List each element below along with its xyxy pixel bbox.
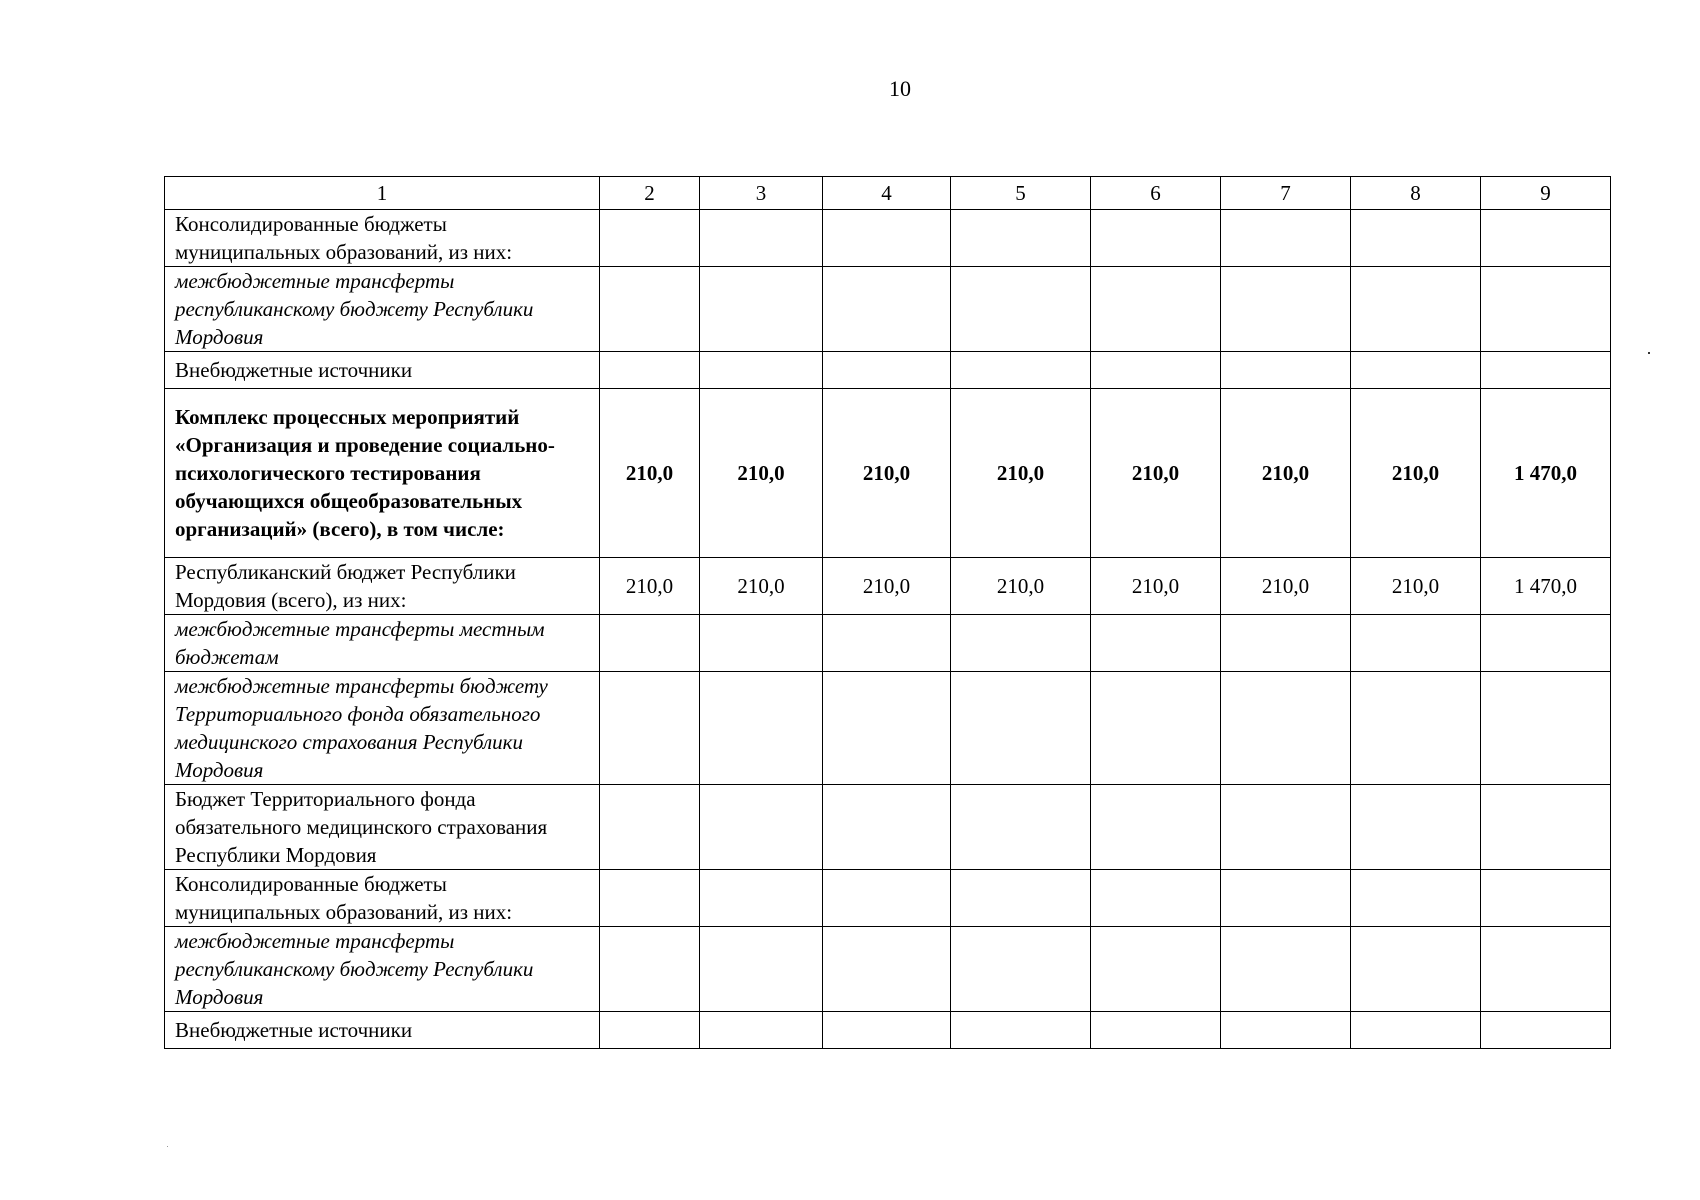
value-cell bbox=[823, 352, 951, 389]
value-cell bbox=[1481, 785, 1611, 870]
value-cell: 210,0 bbox=[600, 389, 700, 558]
value-cell bbox=[1351, 1012, 1481, 1049]
value-cell bbox=[951, 1012, 1091, 1049]
value-cell bbox=[1351, 927, 1481, 1012]
value-cell bbox=[700, 615, 823, 672]
value-cell bbox=[823, 267, 951, 352]
header-cell: 9 bbox=[1481, 177, 1611, 210]
value-cell bbox=[700, 672, 823, 785]
value-cell bbox=[1481, 352, 1611, 389]
value-cell bbox=[823, 615, 951, 672]
value-cell bbox=[951, 672, 1091, 785]
value-cell bbox=[600, 870, 700, 927]
value-cell: 210,0 bbox=[1221, 558, 1351, 615]
scan-speck bbox=[1648, 352, 1650, 354]
table-body bbox=[165, 177, 1611, 1049]
value-cell: 1 470,0 bbox=[1481, 389, 1611, 558]
header-cell: 8 bbox=[1351, 177, 1481, 210]
value-cell bbox=[1091, 927, 1221, 1012]
table-row bbox=[165, 210, 1611, 267]
header-cell: 5 bbox=[951, 177, 1091, 210]
value-cell bbox=[1221, 672, 1351, 785]
value-cell bbox=[823, 785, 951, 870]
value-cell bbox=[1091, 870, 1221, 927]
value-cell: 210,0 bbox=[600, 558, 700, 615]
value-cell bbox=[700, 785, 823, 870]
value-cell bbox=[600, 785, 700, 870]
row-label: межбюджетные трансферты республиканскому бюджету Республики Мордовия bbox=[165, 267, 600, 352]
value-cell bbox=[1221, 210, 1351, 267]
value-cell bbox=[1481, 672, 1611, 785]
value-cell bbox=[1091, 267, 1221, 352]
table-row bbox=[165, 870, 1611, 927]
value-cell bbox=[823, 210, 951, 267]
value-cell bbox=[1351, 615, 1481, 672]
header-cell: 4 bbox=[823, 177, 951, 210]
value-cell bbox=[1351, 785, 1481, 870]
value-cell: 210,0 bbox=[1091, 389, 1221, 558]
row-label: Комплекс процессных мероприятий «Организация и проведение социально-психологического тестирования обучающихся общеобразовательных организаций» (всего), в том числе: bbox=[165, 389, 600, 558]
value-cell bbox=[600, 267, 700, 352]
value-cell bbox=[951, 615, 1091, 672]
value-cell: 210,0 bbox=[700, 558, 823, 615]
value-cell: 210,0 bbox=[951, 558, 1091, 615]
value-cell bbox=[700, 352, 823, 389]
value-cell bbox=[951, 210, 1091, 267]
value-cell bbox=[600, 672, 700, 785]
scan-speck bbox=[167, 1146, 168, 1147]
header-cell: 2 bbox=[600, 177, 700, 210]
budget-table bbox=[164, 176, 1611, 1049]
value-cell bbox=[700, 210, 823, 267]
value-cell bbox=[700, 870, 823, 927]
value-cell bbox=[1481, 870, 1611, 927]
table-row bbox=[165, 352, 1611, 389]
value-cell bbox=[700, 267, 823, 352]
value-cell: 210,0 bbox=[823, 558, 951, 615]
value-cell: 210,0 bbox=[951, 389, 1091, 558]
header-cell: 6 bbox=[1091, 177, 1221, 210]
value-cell bbox=[1091, 615, 1221, 672]
value-cell: 210,0 bbox=[1351, 558, 1481, 615]
value-cell bbox=[1221, 615, 1351, 672]
value-cell bbox=[1091, 672, 1221, 785]
value-cell bbox=[1221, 1012, 1351, 1049]
header-cell: 3 bbox=[700, 177, 823, 210]
value-cell bbox=[700, 1012, 823, 1049]
value-cell bbox=[1221, 267, 1351, 352]
table-row bbox=[165, 785, 1611, 870]
row-label: межбюджетные трансферты местным бюджетам bbox=[165, 615, 600, 672]
table-row bbox=[165, 615, 1611, 672]
page-number: 10 bbox=[889, 76, 911, 101]
table-row bbox=[165, 672, 1611, 785]
table-header-row bbox=[165, 177, 1611, 210]
value-cell bbox=[951, 267, 1091, 352]
table-row bbox=[165, 558, 1611, 615]
value-cell bbox=[1221, 352, 1351, 389]
value-cell bbox=[1221, 927, 1351, 1012]
value-cell bbox=[1481, 1012, 1611, 1049]
value-cell: 210,0 bbox=[1091, 558, 1221, 615]
row-label: Консолидированные бюджеты муниципальных образований, из них: bbox=[165, 210, 600, 267]
table-row bbox=[165, 927, 1611, 1012]
value-cell bbox=[1091, 210, 1221, 267]
row-label: межбюджетные трансферты бюджету Территориального фонда обязательного медицинского страхования Республики Мордовия bbox=[165, 672, 600, 785]
row-label: межбюджетные трансферты республиканскому бюджету Республики Мордовия bbox=[165, 927, 600, 1012]
value-cell bbox=[951, 785, 1091, 870]
value-cell bbox=[1221, 870, 1351, 927]
value-cell bbox=[1481, 267, 1611, 352]
table-row bbox=[165, 267, 1611, 352]
row-label: Консолидированные бюджеты муниципальных образований, из них: bbox=[165, 870, 600, 927]
value-cell bbox=[700, 927, 823, 1012]
row-label: Бюджет Территориального фонда обязательного медицинского страхования Республики Мордовия bbox=[165, 785, 600, 870]
row-label: Внебюджетные источники bbox=[165, 352, 600, 389]
value-cell bbox=[1351, 870, 1481, 927]
value-cell bbox=[1481, 615, 1611, 672]
value-cell bbox=[823, 870, 951, 927]
value-cell bbox=[600, 927, 700, 1012]
value-cell bbox=[1351, 352, 1481, 389]
table-row bbox=[165, 389, 1611, 558]
value-cell bbox=[1351, 672, 1481, 785]
value-cell bbox=[951, 927, 1091, 1012]
table-row bbox=[165, 1012, 1611, 1049]
value-cell bbox=[600, 210, 700, 267]
value-cell bbox=[1351, 267, 1481, 352]
value-cell: 210,0 bbox=[1351, 389, 1481, 558]
value-cell: 1 470,0 bbox=[1481, 558, 1611, 615]
value-cell bbox=[1091, 1012, 1221, 1049]
value-cell bbox=[823, 927, 951, 1012]
value-cell bbox=[600, 352, 700, 389]
value-cell bbox=[600, 615, 700, 672]
value-cell bbox=[1481, 927, 1611, 1012]
value-cell: 210,0 bbox=[1221, 389, 1351, 558]
value-cell bbox=[1221, 785, 1351, 870]
value-cell bbox=[1091, 352, 1221, 389]
value-cell bbox=[823, 672, 951, 785]
value-cell bbox=[1091, 785, 1221, 870]
header-cell: 1 bbox=[165, 177, 600, 210]
value-cell: 210,0 bbox=[700, 389, 823, 558]
value-cell bbox=[1481, 210, 1611, 267]
value-cell bbox=[951, 352, 1091, 389]
row-label: Республиканский бюджет Республики Мордовия (всего), из них: bbox=[165, 558, 600, 615]
value-cell bbox=[1351, 210, 1481, 267]
value-cell bbox=[600, 1012, 700, 1049]
value-cell: 210,0 bbox=[823, 389, 951, 558]
header-cell: 7 bbox=[1221, 177, 1351, 210]
value-cell bbox=[823, 1012, 951, 1049]
row-label: Внебюджетные источники bbox=[165, 1012, 600, 1049]
value-cell bbox=[951, 870, 1091, 927]
